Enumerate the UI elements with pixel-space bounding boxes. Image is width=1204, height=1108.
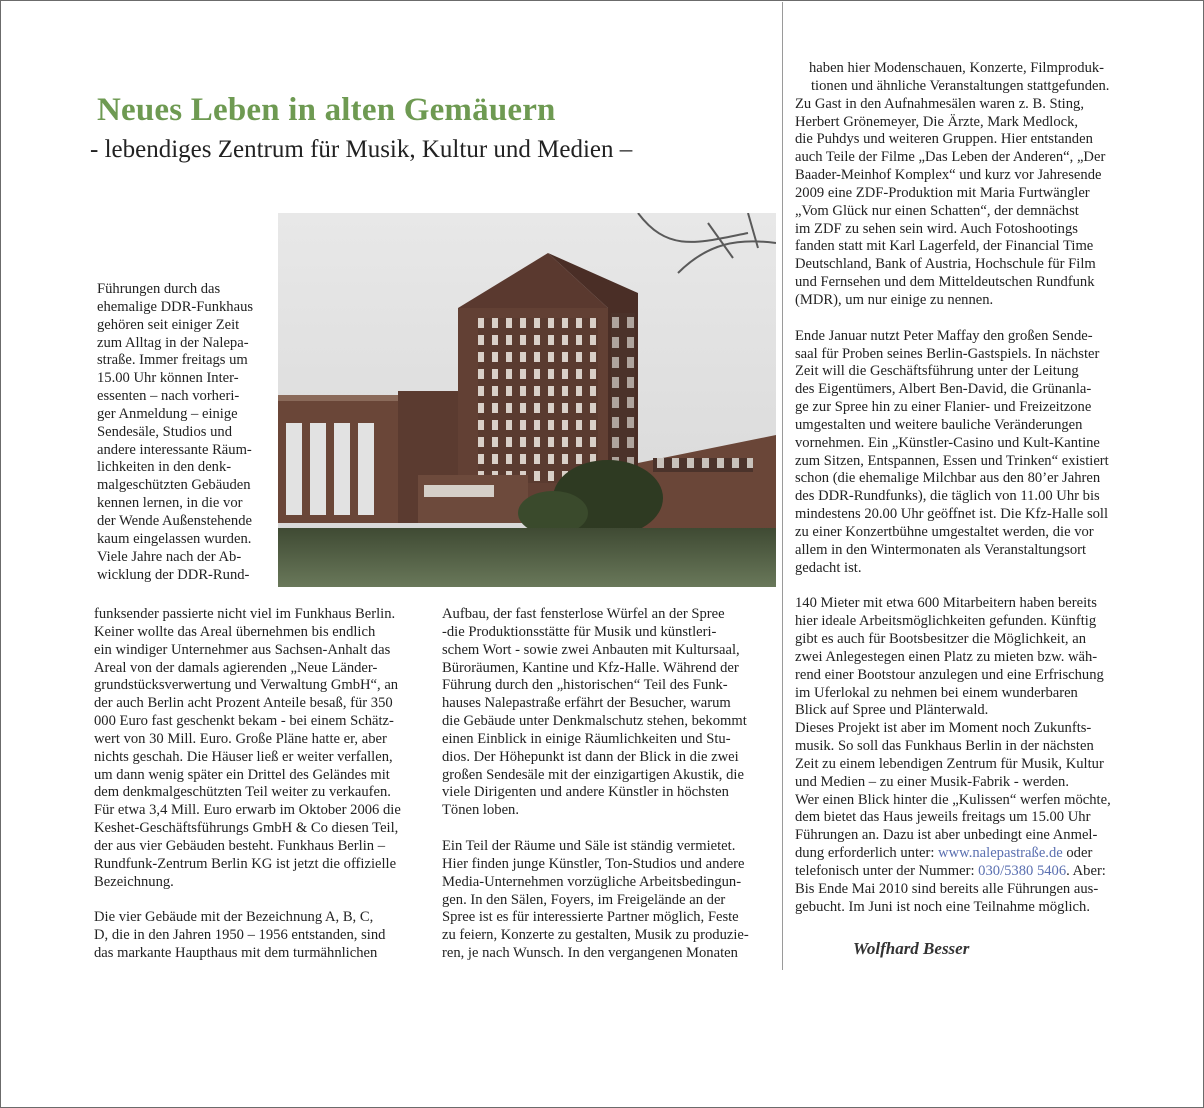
text-line: ein windiger Unternehmer aus Sachsen-Anhalt das — [94, 641, 391, 658]
text-line: Sendesäle, Studios und — [97, 423, 232, 440]
text-line: Baader-Meinhof Komplex“ und kurz vor Jahresende — [795, 167, 1102, 184]
text-line: um dann wenig später ein Drittel des Geländes mit — [94, 766, 390, 783]
text-line: Hier finden junge Künstler, Ton-Studios und andere — [442, 855, 745, 872]
text-line: rend einer Bootstour anzulegen und eine Erfrischung — [795, 666, 1104, 683]
text-line: wert von 30 Mill. Euro. Große Pläne hatte er, aber — [94, 730, 387, 747]
text-line: die Gebäude unter Denkmalschutz stehen, bekommt — [442, 713, 747, 730]
contact-text: telefonisch unter der Nummer: — [795, 862, 979, 879]
text-line: Ein Teil der Räume und Säle ist ständig vermietet. — [442, 837, 736, 854]
text-line: Bezeichnung. — [94, 873, 174, 890]
text-line: musik. So soll das Funkhaus Berlin in der nächsten — [795, 738, 1094, 755]
text-line: andere interessante Räum- — [97, 441, 252, 458]
text-line: schon (die ehemalige Milchbar aus den 80’er Jahren — [795, 470, 1101, 487]
website-link[interactable]: www.nalepastraße.de — [938, 845, 1063, 862]
text-line: fanden statt mit Karl Lagerfeld, der Financial Time — [795, 238, 1094, 255]
text-line: des Eigentümers, Albert Ben-David, die Grünanla- — [795, 381, 1092, 398]
text-line: 2009 eine ZDF-Produktion mit Maria Furtwängler — [795, 184, 1090, 201]
text-line: kennen lernen, in die vor — [97, 495, 243, 512]
text-line: zum Alltag in der Nalepa- — [97, 334, 249, 351]
text-line: Zu Gast in den Aufnahmesälen waren z. B. Sting, — [795, 95, 1084, 112]
text-line: -die Produktionsstätte für Musik und künstleri- — [442, 623, 717, 640]
text-line: und Fernsehen und dem Mitteldeutschen Rundfunk — [795, 274, 1095, 291]
text-line: großen Sendesäle mit der einzigartigen Akustik, die — [442, 766, 744, 783]
text-line: Media-Unternehmen vorzügliche Arbeitsbedingun- — [442, 873, 742, 890]
text-line: Führungen durch das — [97, 281, 221, 297]
text-line: und Medien – zu einer Musik-Fabrik - werden. — [795, 773, 1069, 790]
text-line: im Uferlokal zu nehmen bei einem wunderbaren — [795, 684, 1078, 701]
text-line: Areal von der damals agierenden „Neue Länder- — [94, 659, 378, 676]
text-line: tionen und ähnliche Veranstaltungen stattgefunden. — [811, 77, 1110, 94]
text-line: der auch Berlin acht Prozent Anteile besaß, für 350 — [94, 695, 393, 712]
text-line: ehemalige DDR-Funkhaus — [97, 298, 254, 315]
text-line: Führung durch den „historischen“ Teil des Funk- — [442, 677, 728, 694]
text-line: grundstücksverwertung und Verwaltung GmbH“, an — [94, 677, 399, 694]
text-line: Keiner wollte das Areal übernehmen bis endlich — [94, 623, 376, 640]
text-line: Die vier Gebäude mit der Bezeichnung A, B, C, — [94, 909, 374, 926]
col3-body-text — [795, 60, 1111, 917]
text-line: einen Einblick in einige Räumlichkeiten und Stu- — [442, 730, 731, 747]
column-rule — [782, 2, 783, 970]
text-line: ge zur Spree hin zu einer Flanier- und Freizeitzone — [795, 399, 1092, 416]
text-line: vornehmen. Ein „Künstler-Casino und Kult-Kantine — [795, 434, 1100, 451]
funkhaus-building-photo — [278, 213, 776, 587]
text-line: Ende Januar nutzt Peter Maffay den großen Sende- — [795, 327, 1093, 344]
col1-side-text — [97, 281, 253, 584]
text-line: Zeit will die Geschäftsführung unter der Leitung — [795, 363, 1079, 380]
text-line: auch Teile der Filme „Das Leben der Anderen“, „Der — [795, 149, 1106, 166]
text-line: umgestalten und weitere bauliche Veränderungen — [795, 416, 1083, 433]
text-line: haben hier Modenschauen, Konzerte, Filmproduk- — [809, 60, 1105, 76]
text-line: zum Sitzen, Entspannen, Essen und Trinken“ existiert — [795, 452, 1109, 469]
text-line: der Wende Außenstehende — [97, 512, 252, 529]
text-line: Viele Jahre nach der Ab- — [97, 548, 242, 565]
text-line: Wer einen Blick hinter die „Kulissen“ werfen möchte, — [795, 791, 1111, 808]
text-line: Herbert Grönemeyer, Die Ärzte, Mark Medlock, — [795, 113, 1079, 130]
author-signature: Wolfhard Besser — [853, 939, 970, 958]
text-line: D, die in den Jahren 1950 – 1956 entstanden, sind — [94, 927, 386, 944]
text-line: Für etwa 3,4 Mill. Euro erwarb im Oktober 2006 die — [94, 802, 401, 819]
text-line: Rundfunk-Zentrum Berlin KG ist jetzt die offizielle — [94, 855, 397, 872]
text-line: gebucht. Im Juni ist noch eine Teilnahme möglich. — [795, 898, 1090, 915]
contact-text: oder — [1062, 845, 1093, 862]
text-line: Zeit zu einem lebendigen Zentrum für Musik, Kultur — [795, 755, 1104, 772]
text-line: ren, je nach Wunsch. In den vergangenen Monaten — [442, 945, 738, 962]
text-line: gedacht ist. — [795, 559, 862, 576]
text-line: dem denkmalgeschützten Teil weiter zu verkaufen. — [94, 784, 391, 801]
text-line: straße. Immer freitags um — [97, 352, 248, 369]
phone-link[interactable]: 030/5380 5406 — [978, 862, 1067, 879]
text-line: Aufbau, der fast fensterlose Würfel an der Spree — [442, 606, 725, 622]
text-line: gen. In den Sälen, Foyers, im Freigelände an der — [442, 891, 726, 908]
text-line: kaum eingelassen wurden. — [97, 530, 252, 547]
text-line: das markante Haupthaus mit dem turmähnlichen — [94, 945, 378, 962]
text-line: Blick auf Spree und Plänterwald. — [795, 702, 989, 719]
text-line: der aus vier Gebäuden besteht. Funkhaus Berlin – — [94, 837, 385, 854]
text-line: funksender passierte nicht viel im Funkhaus Berlin. — [94, 606, 396, 622]
text-line: Führungen an. Dazu ist aber unbedingt eine Anmel- — [795, 827, 1098, 844]
text-line: „Vom Glück nur einen Schatten“, der demnächst — [795, 202, 1079, 219]
text-line: malgeschützten Gebäuden — [97, 477, 251, 494]
text-line: zu einer Konzertbühne umgestaltet werden, die vor — [795, 523, 1094, 540]
text-line: schem Wort - sowie zwei Anbauten mit Kultursaal, — [442, 641, 740, 658]
text-line: Bis Ende Mai 2010 sind bereits alle Führungen aus- — [795, 880, 1099, 897]
text-line: gehören seit einiger Zeit — [97, 316, 240, 333]
text-line: viele Dirigenten und andere Künstler in höchsten — [442, 784, 729, 801]
contact-text: . Aber: — [1066, 862, 1106, 879]
text-line: zwei Anlegestegen einen Platz zu mieten bzw. wäh- — [795, 648, 1098, 665]
contact-line-url — [795, 845, 1111, 863]
text-line: Spree ist es für interessierte Partner möglich, Feste — [442, 909, 739, 926]
text-line: ger Anmeldung – einige — [97, 405, 238, 422]
text-line: wicklung der DDR-Rund- — [97, 566, 250, 583]
col2-body-text — [442, 606, 749, 963]
text-line: allem in den Wintermonaten als Veranstaltungsort — [795, 541, 1087, 558]
text-line: 15.00 Uhr können Inter- — [97, 370, 239, 387]
text-line: des DDR-Rundfunks), die täglich von 11.00 Uhr bis — [795, 488, 1100, 505]
text-line: (MDR), um nur einige zu nennen. — [795, 291, 994, 308]
text-line: Büroräumen, Kantine und Kfz-Halle. Während der — [442, 659, 739, 676]
article-subtitle: - lebendiges Zentrum für Musik, Kultur und Medien – — [90, 136, 633, 163]
text-line: essenten – nach vorheri- — [97, 388, 240, 405]
text-line: die Puhdys und weiteren Gruppen. Hier entstanden — [795, 131, 1093, 148]
text-line: hier ideale Arbeitsmöglichkeiten gefunden. Künftig — [795, 613, 1097, 630]
text-line: Tönen loben. — [442, 802, 520, 819]
text-line: Deutschland, Bank of Austria, Hochschule für Film — [795, 256, 1096, 273]
text-line: gibt es auch für Bootsbesitzer die Möglichkeit, an — [795, 631, 1086, 647]
text-line: dem bietet das Haus jeweils freitags um 15.00 Uhr — [795, 809, 1091, 826]
text-line: dios. Der Höhepunkt ist dann der Blick in die zwei — [442, 748, 739, 765]
text-line: saal für Proben seines Berlin-Gastspiels. In nächster — [795, 345, 1100, 362]
article-title: Neues Leben in alten Gemäuern — [97, 92, 556, 128]
text-line: im ZDF zu sehen sein wird. Auch Fotoshootings — [795, 220, 1078, 237]
col1-body-text — [94, 606, 401, 963]
contact-text: dung erforderlich unter: — [795, 845, 939, 862]
text-line: lichkeiten in den denk- — [97, 459, 232, 476]
text-line: Keshet-Geschäftsführungs GmbH & Co diesen Teil, — [94, 820, 399, 837]
text-line: nichts geschah. Die Häuser ließ er weiter verfallen, — [94, 748, 393, 765]
text-line: mindestens 20.00 Uhr geöffnet ist. Die Kfz-Halle soll — [795, 506, 1109, 523]
text-line: zu feiern, Konzerte zu gestalten, Musik zu produzie- — [442, 927, 749, 944]
text-line: Dieses Projekt ist aber im Moment noch Zukunfts- — [795, 720, 1092, 737]
contact-line-phone — [795, 863, 1111, 881]
text-line: 000 Euro fast geschenkt bekam - bei einem Schätz- — [94, 713, 394, 730]
text-line: 140 Mieter mit etwa 600 Mitarbeitern haben bereits — [795, 595, 1097, 612]
text-line: hauses Nalepastraße erfährt der Besucher, warum — [442, 695, 731, 712]
